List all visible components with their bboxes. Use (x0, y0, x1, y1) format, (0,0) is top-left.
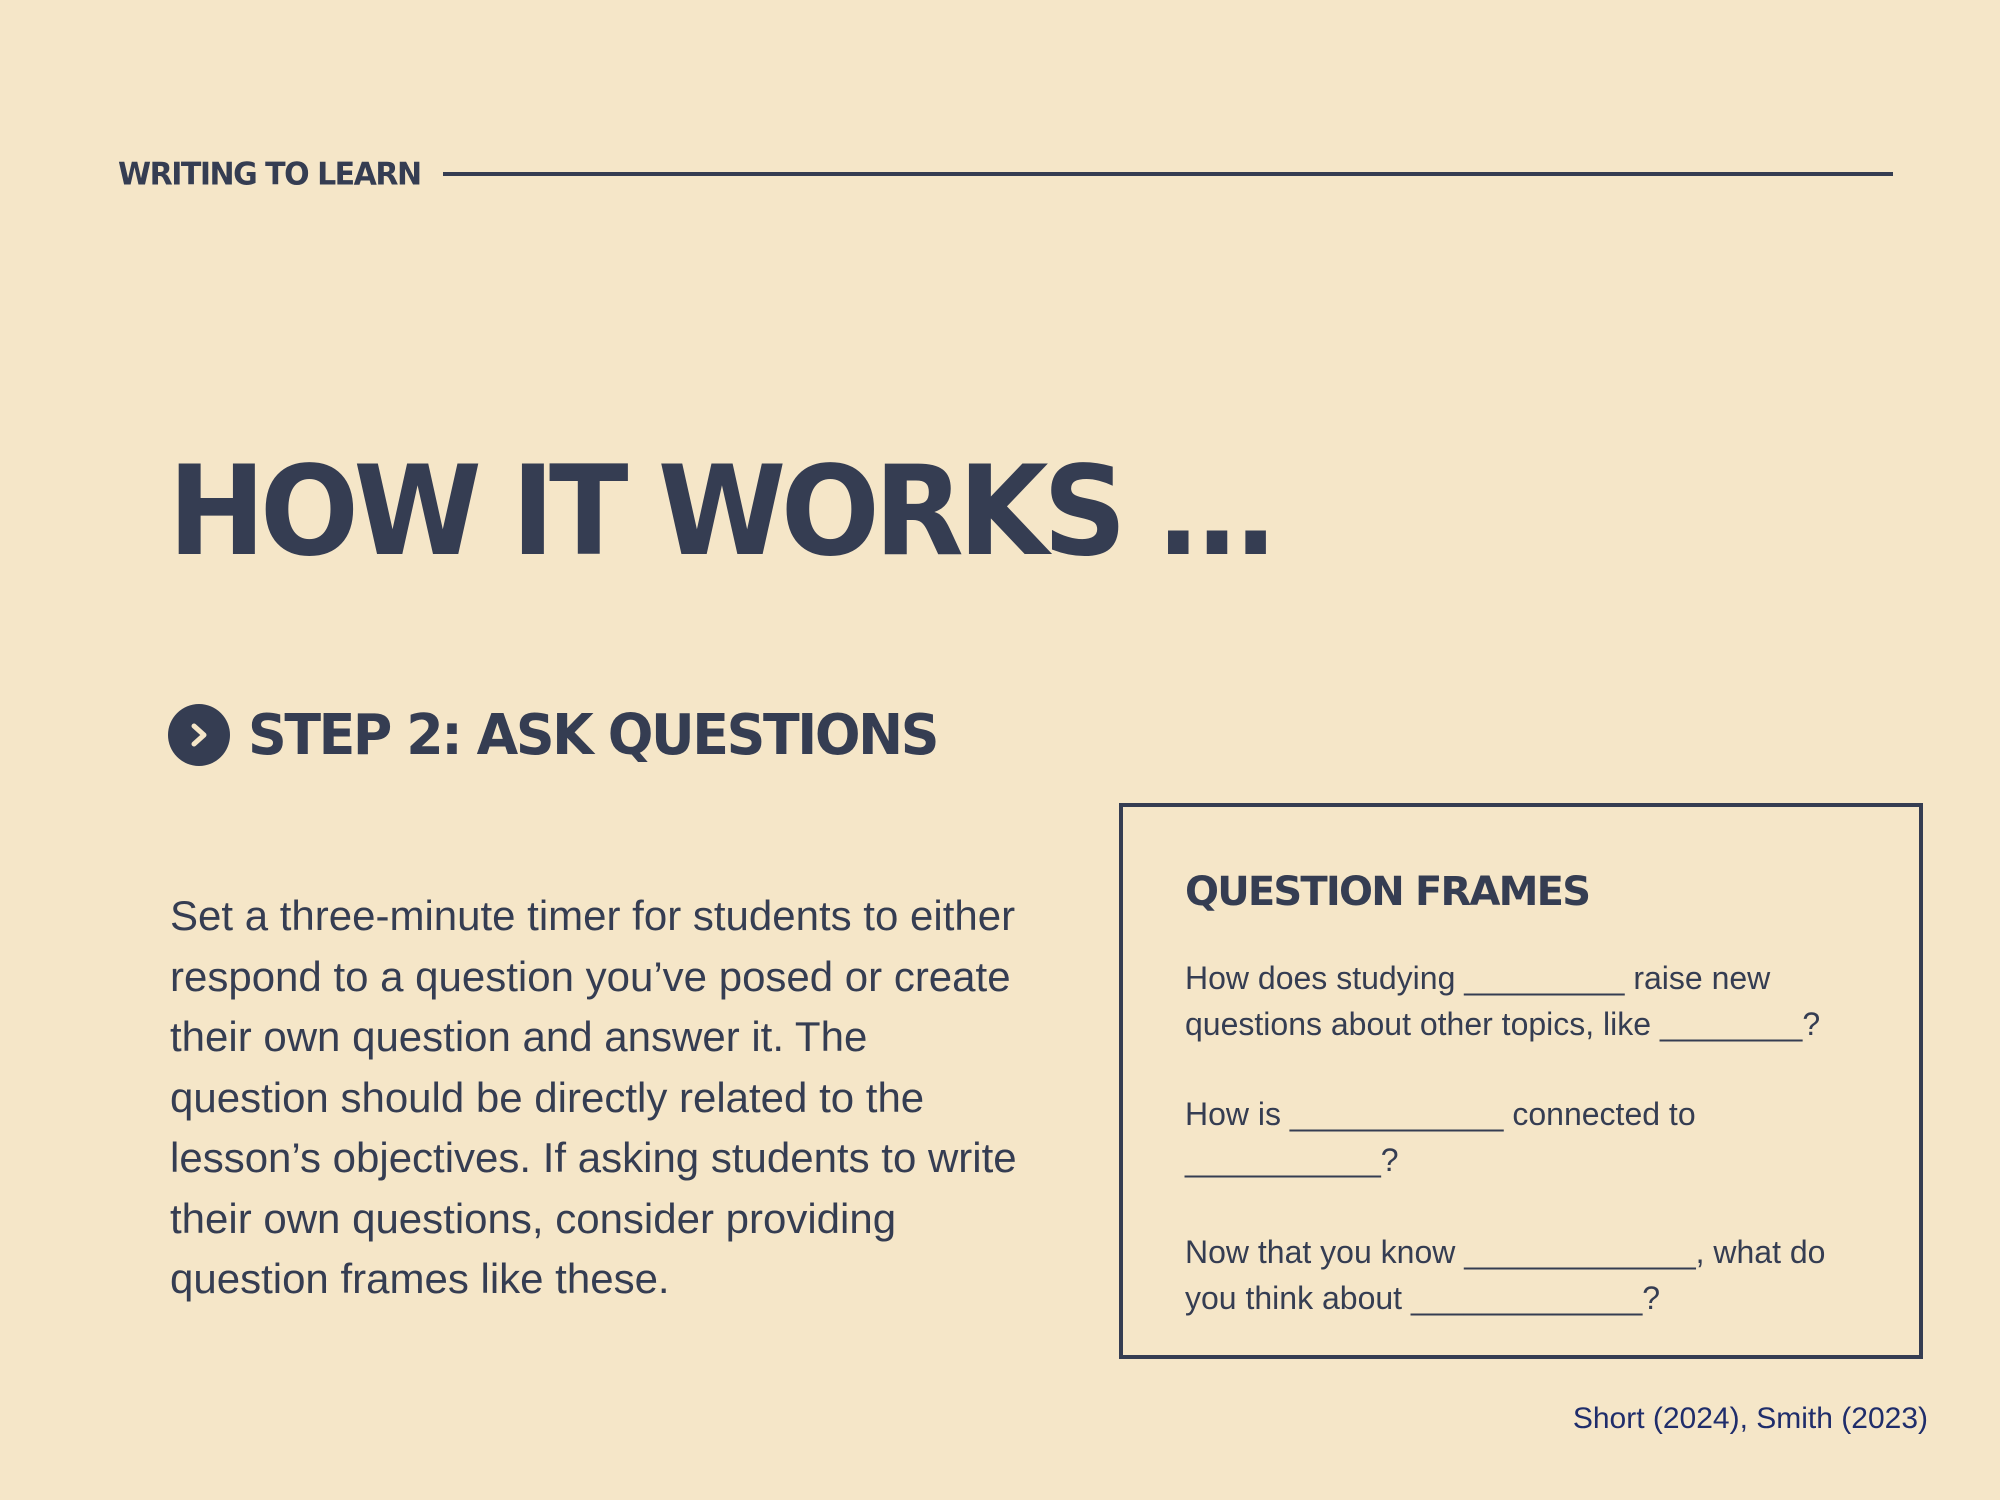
question-frames-box (1119, 803, 1923, 1359)
section-header (118, 152, 1893, 196)
chevron-right-circle-icon (168, 704, 230, 766)
section-label: WRITING TO LEARN (118, 155, 421, 193)
step-title: STEP 2: ASK QUESTIONS (248, 702, 938, 768)
question-frame: How does studying _________ raise new questions about other topics, like ________? (1185, 960, 1821, 1042)
citation: Short (2024), Smith (2023) (1572, 1402, 1928, 1435)
question-frames-title: QUESTION FRAMES (1185, 869, 1590, 915)
body-paragraph: Set a three-minute timer for students to either respond to a question you’ve posed or create their own question and answer it. The question should be directly related to the lesson’s objectives. If asking students to write their own questions, consider providing question frames like these. (170, 892, 1017, 1302)
question-frame: Now that you know _____________, what do you think about _____________? (1185, 1234, 1826, 1316)
header-divider (443, 172, 1893, 176)
page-title: HOW IT WORKS ... (168, 440, 1273, 584)
step-heading (168, 700, 966, 770)
question-frame: How is ____________ connected to ___________? (1185, 1096, 1696, 1178)
